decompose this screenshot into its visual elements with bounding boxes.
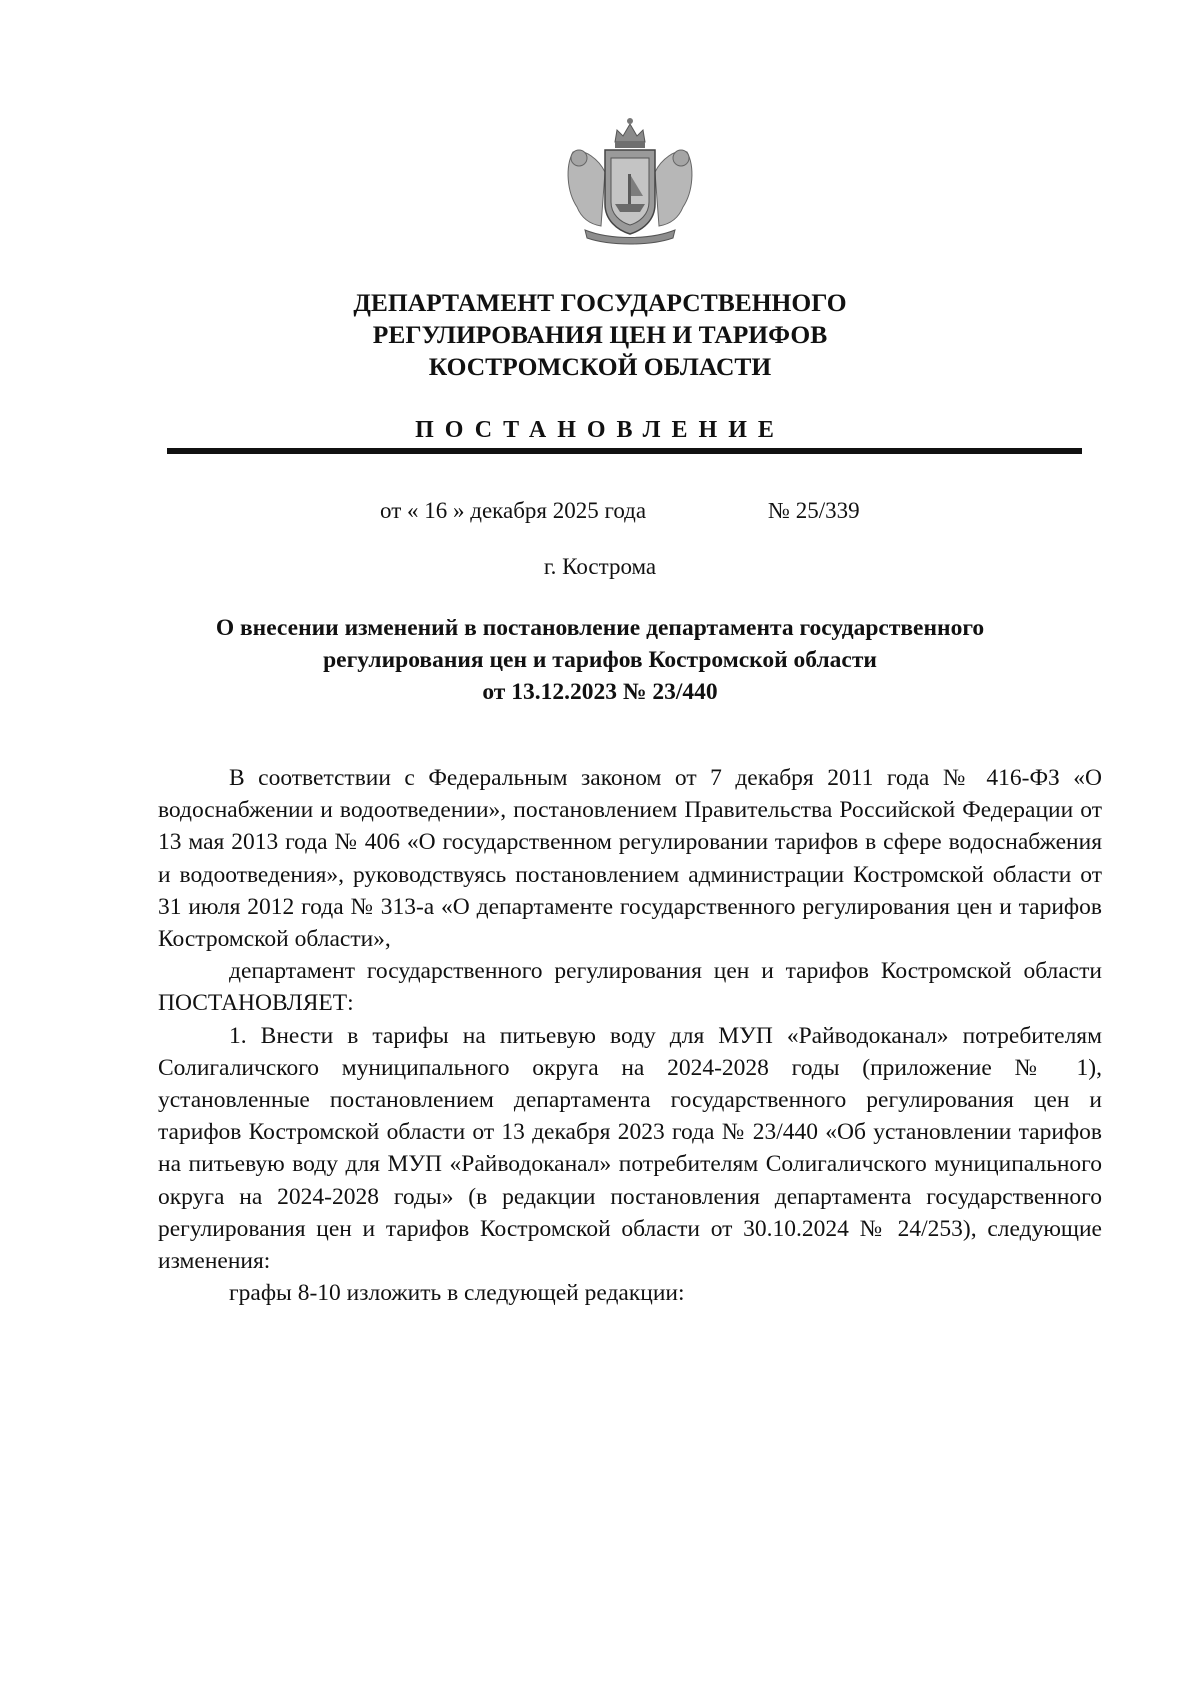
subject-line-3: от 13.12.2023 № 23/440 [482, 679, 718, 705]
body-paragraph-resolves: департамент государственного регулирования цен и тарифов Костромской области ПОСТАНОВЛЯЕТ: [158, 958, 1102, 1017]
document-subject [0, 612, 1200, 708]
subject-line-2: регулирования цен и тарифов Костромской области [323, 647, 877, 673]
department-line-3: КОСТРОМСКОЙ ОБЛАСТИ [428, 352, 772, 381]
date-number-line [0, 497, 1200, 525]
document-city: г. Кострома [543, 554, 657, 579]
department-line-2: РЕГУЛИРОВАНИЯ ЦЕН И ТАРИФОВ [372, 320, 828, 349]
department-line-1: ДЕПАРТАМЕНТ ГОСУДАРСТВЕННОГО [353, 288, 847, 317]
body-paragraph-legal-basis: В соответствии с Федеральным законом от 7 декабря 2011 года № 416-ФЗ «О водоснабжении и водоотведении», постановлением Правительства Российской Федерации от 13 мая 2013 года № 406 «О государственном регулировании тарифов в сфере водоснабжения и водоотведения», руководствуясь постановлением администрации Костромской области от 31 июля 2012 года № 313-а «О департаменте государственного регулирования цен и тарифов Костромской области», [158, 765, 1102, 953]
subject-line-1: О внесении изменений в постановление департамента государственного [215, 615, 985, 641]
body-paragraph-item-1: 1. Внести в тарифы на питьевую воду для МУП «Райводоканал» потребителям Солигаличского муниципального округа на 2024-2028 годы (приложение № 1), установленные постановлением департамента государственного регулирования цен и тарифов Костромской области от 13 декабря 2023 года № 23/440 «Об установлении тарифов на питьевую воду для МУП «Райводоканал» потребителям Солигаличского муниципального округа на 2024-2028 годы» (в редакции постановления департамента государственного регулирования цен и тарифов Костромской области от 30.10.2024 № 24/253), следующие изменения: [158, 1022, 1102, 1275]
document-date: от « 16 » декабря 2025 года [380, 498, 647, 523]
document-type-heading: ПОСТАНОВЛЕНИЕ [415, 417, 785, 443]
document-number: № 25/339 [768, 498, 860, 523]
coat-of-arms-icon [555, 112, 705, 252]
document-body [158, 762, 1102, 1309]
department-title [0, 287, 1200, 383]
body-paragraph-columns: графы 8-10 изложить в следующей редакции: [229, 1280, 685, 1307]
header-divider [167, 448, 1082, 454]
